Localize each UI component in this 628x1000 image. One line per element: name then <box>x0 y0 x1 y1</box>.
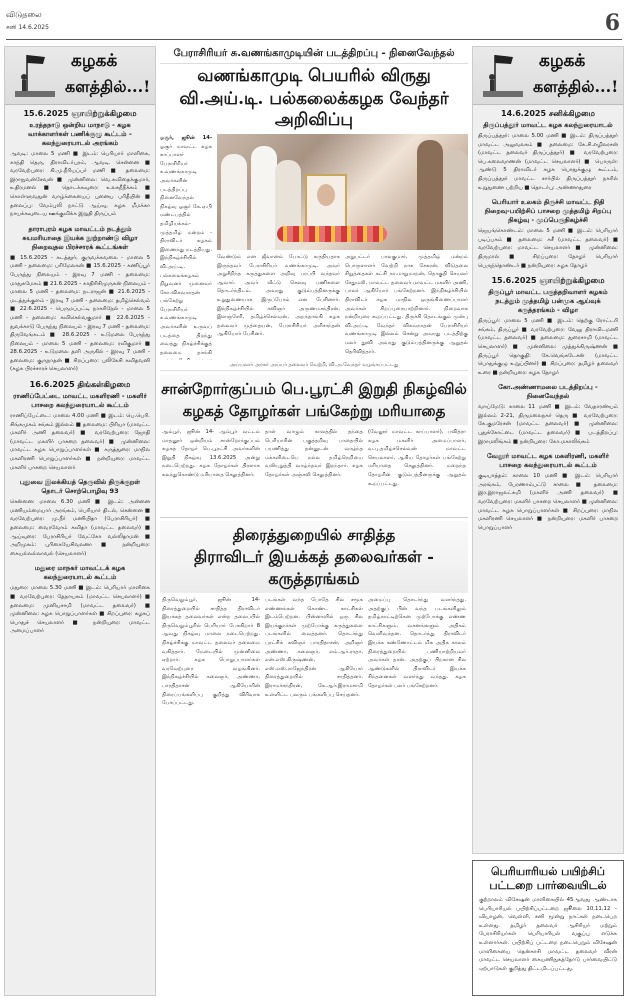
story-headline: வி.அய்.டி. பல்கலைக்கழக வேந்தர் அறிவிப்பு <box>179 89 449 130</box>
notice-title: பெரியாரியல் பயிற்சிப் <box>491 865 605 878</box>
event-body: ராணிப்பேட்டை: மாலை 4.00 மணி ■ இடம்: பெ.பெரி. சிங்கமுகம் சங்கம் இல்லம் ■ தலைமை: பிரியா (மாவட்ட மகளிர் அணி தலைவர்) ■ வரவேற்புரை: ஜோதி (மாவட்ட மகளிர் பாசறை தலைவர்) ■ முன்னிலை: மாவட்ட கழக பொறுப்பாளர்கள் ■ கருத்துரை: மாநில மகளிரணி பொறுப்பாளர்கள் ■ நன்றியுரை: மாவட்ட மகளிர் பாசறை செயலாளர் <box>10 413 150 471</box>
notice-body: குற்றாலம் விசேஷன் மாளிகையில் 45ஆவது ஆண்டாக பெரியாரியல் பயிற்சிப்பட்டறை ஜூலை 10,11,12 - வியாழன், வெள்ளி, சனி மூன்று நாட்கள் நடைபெற உள்ளது. தமிழர் தலைவர் ஆசிரியர் மற்றும் பேராசிரியர்கள் பெரியாரியல் வகுப்பு எடுக்க உள்ளார்கள். பயிற்சிப் பட்டறை நடைபெறும் விசேஷன் மாளிகையை தென்காசி மாவட்ட தலைவர் வீரன் மாவட்ட செயலாளர் கையணிநுகத்தோடு பார்வையிட்டு ஏற்பாடுகள் குறித்து திட்டமிடப்பட்டது. <box>479 897 617 972</box>
event-section <box>5 380 155 474</box>
event-heading: வேலூர் மாவட்ட கழக மகளிரணி, மகளிர் பாசறை கலந்துரையாடல் கூட்டம் <box>486 452 609 470</box>
story-column: தாள் வாழும் காலத்தில் தந்தை பெரியாரின் பகுத்தறிவு பாதையில் பயணித்து தன்னுடன் வாழ்ந்த மக்களிடையே நல்ல தமிழ்நெறியை வலியுறுத்தி வாழ்ந்தவர் இறந்தார். கழக தோழர்கள் அஞ்சலி செலுத்தினர். <box>265 429 363 478</box>
story-columns <box>160 428 468 512</box>
event-heading: மதுரை மாநகர் மாவட்டக் கழக கலந்துரையாடல் கூட்டம் <box>34 564 126 582</box>
photo-person <box>417 140 443 250</box>
story-headline: திராவிடர் இயக்கத் தலைவர்கள் - கருத்தரங்கம் <box>194 547 434 588</box>
event-body: ஆவடி: மாலை 5 மணி ■ இடம்: பெரியார் மாளிகை, காந்தி தெரு, திராவிடர்புரம், ஆவடி. சென்னை ■ வரவேற்புரை: கி.மு.நீரியப்பர் மணி ■ தலைமை: இராநுவன்சேவன் ■ முன்னிலை: வெ.கவிதைக்குமார், உதிரமனல் ■ தொடக்கவுரை: உலகநீநீக்கம் ■ கொள்ளுவதுன் வாழ்க்கையைப் புனைய பரிதீயின் ■ தலைப்பு: வேம்புலி நாட்டு ஆய்வு, கழக மீமக்கா நாயக்கவுடைய ஊக்குவிக்க இறுதி திருப்பம் <box>10 151 150 218</box>
story-text: ஓசூர் மாவட்ட கழக காப்பாளர் பேராசிரியர் சு.வணங்காமுடி அவர்களின் படத்திறப்பு நினைவேந்தல் நிகழ்வு ஓசூர் கே.ஏ.பி மண்டபத்தில் தமிழியக்கம்-முத்தமிழ் மன்றம் - திராவிடர் கழகம் இணைந்து நடத்தியது. இந்நிகழ்ச்சியில் வி.அய்.டி. பல்கலைக்கழகம் நிறுவனர் முனைவர் கோ.விசுவநாதன் பங்கேற்று பேராசிரியர் சு.வணங்காமுடி அவர்களின் உருவப் படத்தை திறந்து வைத்து நிகழ்ச்சிக்குத் தலைமை தாங்கி <box>160 143 212 356</box>
kazhaga-kalathil-banner <box>5 47 155 105</box>
event-section <box>473 452 623 534</box>
banner-title-line2: களத்தில்...! <box>533 77 619 96</box>
story-columns <box>160 596 468 884</box>
photo-person <box>221 154 247 250</box>
event-section <box>473 198 623 272</box>
event-body: மதுரை: மாலை 5.30 மணி ■ இடம்: பெரியார் மாளிகை ■ வரவேற்புரை: தேநாயகம் (மாவட்ட செயலாளர்) ■ தலைமை: முனியசாமி (மாவட்ட தலைவர்) ■ முன்னிலை: கழக பொறுப்பாளர்கள் ■ சிறப்புரை: கழகப் பொதுச் செயலாளர் ■ நன்றியுரை: மாவட்ட அமைப்பாளர் <box>10 585 150 635</box>
event-section <box>473 276 623 379</box>
event-heading: உரத்தநாடு ஒன்றிய மாநாடு - கழக வாக்காளர்கள் பணிக்குழு கூட்டம் – கலந்துரையாடல் அரங்கம் <box>27 121 133 147</box>
portrait-face <box>317 184 335 206</box>
photo-person <box>443 150 468 250</box>
portrait-frame <box>305 174 347 228</box>
dateline: ஓசூர், ஜூன் 14- <box>160 135 212 141</box>
story-column: (வேலூர் மாவட்ட காப்பாளர்), பவித்ரா கழக மகளிர் அமைப்பாளர், வ.பு.தமிழ்ச்செல்வன் மாவட்ட செயலாளர், ஆகிய தோழர்கள் பங்கேற்று மரியாதை செலுத்தினர். மறைந்த தோழரின் குடும்பத்தினருக்கு ஆறுதல் கூறப்பட்டது. <box>368 429 466 487</box>
section-divider <box>160 517 468 518</box>
notice-title: பட்டறை பார்வையிடல் <box>489 879 607 892</box>
event-body: திருப்பத்தூர்: மாலை 5.00 மணி ■ இடம்: திருப்பத்தூர் மாவட்ட அலுவலகம் ■ தலைமை: கே.சி.எழிலரசன் (மாவட்ட தலைவர் திருப்பத்தூர்) ■ வரவேற்புரை: பெ.கலைவாணன் (மாவட்ட செயலாளர்) ■ பொருள்: ஆண்டு 5 திராவிடர் கழக பொதுக்குழு கூட்டம், திருப்பத்தூர் மாவட்ட சார்பில் திருப்பத்தூர் நகரில் உறுதுணை பற்றிய ■ தொடர்பு: அண்ணாதுரை <box>478 133 618 191</box>
event-heading: திருப்பத்தூர் மாவட்ட கழக கலந்துரையாடல் <box>483 121 613 129</box>
event-heading: ராணிப்பேட்டை மாவட்ட மகளிரணி - மகளிர் பாசறை கலந்துரையாடல் கூட்டம் <box>13 392 147 410</box>
flower-garland <box>277 226 387 242</box>
center-news-column <box>160 46 468 884</box>
story-title-block <box>160 375 468 425</box>
event-heading: பெரியார் உலகம் திருச்சி மாவட்ட நிதி நிறைவு-பயிற்சிப் பாசறை முத்தமிழ் சிறப்பு நிகழ்வு - முப்பெருநிகழ்ச்சி <box>484 198 612 225</box>
event-body: வாய்மேடு: காலை 11 மணி ■ இடம்: வேதாரண்யம் இல்லம் 2-21, திருமலைநகர் தெரு ■ வரவேற்புரை: கே.குமரேசன் (மாவட்ட தலைவர்) ■ முன்னிலை: புதுக்கோட்டை (மாவட்ட தலைவர்) ■ படத்திறப்பு: இராமலிங்கம் ■ நன்றியுரை: கோ.மகாலிங்கம் <box>478 404 618 445</box>
event-heading: புதுவை இலக்கியத் தெருவில் திருக்குறள் தொடர் சொற்பொழிவு 93 <box>19 478 141 496</box>
story-column <box>160 134 212 360</box>
story-column: வேண்டும் என ஜீவானம் போட்டு கருதியதாக இருந்தவர் பேராசிரியர் வணங்காமுடி. அவர் அறுசீறிந்த கருத்துகளை அறிவு பரப்பி வந்தவர் ஆவார். அவர் வீட்டு செலவு பணிகளை தொடர்ந்திடம். அவரது குடும்பத்தினருக்கு உறுதுணையாக இருப்போம் என பேசினார். இந்நிகழ்ச்சியில் கவிஞர் அருணமசந்திரன், இளஞ்சேரி, தமிழ்ச்செல்வன், அறந்தாங்கி கழக தலைவர் முத்தையன், பேராசிரியர் அரிசாந்தன் ஆகியோர் பேசினர். <box>217 254 340 338</box>
event-section <box>5 109 155 221</box>
page-number: 6 <box>604 10 620 36</box>
event-body: திருப்பூர்: மாலை 5 மணி ■ இடம்: தெற்கு ரோட்டரி சங்கம், திருப்பூர் ■ வரவேற்புரை: வேலு திராவிடமணி (மாவட்ட தலைவர்) ■ தலைமை: துரைசாமி (மாவட்ட செயலாளர்) ■ முன்னிலை: முத்துக்கிருஷ்ணன் ■ திருப்பூர் தொகுதி: கே.வெங்கடேசன் (மாவட்ட பொதுக்குழு உறுப்பினர்) ■ சிறப்புரை: தமிழர் தலைவர் உரை ■ நன்றியுரை: கழக தோழர் <box>478 318 618 376</box>
issue-date: சனி 14.6.2025 <box>6 24 49 31</box>
event-date: 16.6.2025 திங்கள்கிழமை <box>29 380 131 390</box>
event-heading: கோ.அண்ணாமலை படத்திறப்பு - நினைவேந்தல் <box>498 383 598 401</box>
story-column: அறுபட்டர் பாலகுமார், முத்தமிழ் மன்றம் பொருளாளர் வேற்றி நாக சேகரன், விடுதலை சிறுத்தைகள் கட்சி நா.மாறுமாறன், தொகுதி செயலர் சேதுமலி, மாவட்ட தலைவர் மாவட்ட மகளிர் அணி, பாலர் ஆகியோர் பங்கேற்றனர். இந்நிகழ்ச்சியில் திராவிடர் கழக மாநில ஒருங்கிணைப்பாளர் அவர்கள் சிறப்புரையாற்றினார். நிறைவாக நன்றியுரை கூறப்பட்டது. திருச்சி தொடங்கும் முன்பு வி.அய்.டி வேந்தர் விசுவநாதன் பேராசிரியர் வணங்காமுடி இல்லம் சென்று அவரது படத்திற்கு மலர் தூவி அவரது குடும்பத்தினருக்கு ஆறுதல் தெரிவித்தார். <box>345 254 468 355</box>
right-column-events <box>472 46 624 854</box>
story-kicker: பேராசிரியர் சு.வணங்காமுடியின் படத்திறப்பு - நினைவேந்தல் <box>160 46 468 64</box>
photo-caption: அய்யலார் அரகர் அய்யர் தலைவர் வேற்றி, வி.அ.வேந்தர் வழங்கப்பட்டது <box>160 360 468 371</box>
story-column: திருவெறும்பூர், ஜூன் 14- திரைத்துறையில் சாதித்த திராவிடர் இயக்கத் தலைவர்கள் என்ற தலைப்பில் திருவெறும்பூரில் பெரியார் பேசுகிறார் 8 ஆவது நிகழ்வு மாலை நடைபெற்றது. நிகழ்ச்சிக்கு மாவட்ட தலைவர் தலைமை வகித்தார். மேடையில் முன்னிலை ஏற்றார். கழக பொறுப்பாளர்கள் வரவேற்புரை வழங்கினர். இந்நிகழ்ச்சியில் கலைஞர், அண்ணா, பாரதிதாசன் ஆகியோரின் திரைப்பங்களிப்பு குறித்து விரிவாக பேசப்பட்டது. <box>162 597 260 707</box>
photo-person <box>251 146 277 250</box>
event-date: 14.6.2025 சனிக்கிழமை <box>501 109 595 118</box>
event-body: ஜெயங்கொண்டம்: மாலை 5 மணி ■ இடம்: பெரியார் படிப்பகம் ■ தலைமை: சுசீ (மாவட்ட தலைவர்) ■ வரவேற்புரை: மாவட்ட செயலாளர் ■ முன்னிலை: திருமால் ■ சிறப்புரை: தோழர் பெரியார் பெருந்தொண்டர் ■ நன்றியுரை: கழக தோழர் <box>478 228 618 269</box>
event-heading: திருப்பூர் மாவட்ட பகுத்தறிவாளர் கழகம் நடத்தும் முத்தமிழ் பன்முக ஆய்வுக் கருத்தரங்கம் - விழா <box>488 288 608 315</box>
story-title-block <box>160 521 468 593</box>
banner-title-line1: கழகக் <box>71 51 118 71</box>
event-section <box>5 478 155 560</box>
event-body: சென்னை: மாலை 6.30 மணி ■ இடம்: அன்னை மணியம்மையார் அரங்கம், பெரியார் திடல், சென்னை ■ வரவேற்புரை: மு.நீர் மணியிதா (பேராசிரியர்) ■ தலைமை: வைரவோம் கவிதா (மாவட்ட தலைவர்) ■ ஆய்வுரை: பேராசிரியர் வேட்கோ வல்லிதாமன் ■ அறிமுகம்: புரிகையேசிவலனா ■ நன்றியுரை: கையல்லல்லாவல் (செயலாளர்) <box>10 499 150 557</box>
story-headline: கழகத் தோழர்கள் பங்கேற்று மரியாதை <box>182 402 446 420</box>
event-section <box>5 225 155 376</box>
event-section <box>473 109 623 194</box>
story-column: ஆம்பூர், ஜூன் 14- ஆம்பூர் வட்டம் மாதனூர் ஒன்றியம் சான்றோர்குப்பம் கழகத் தோழர் பெ.பூரட்சி அவர்களின் இறுதி நிகழ்வு 13.6.2025 அன்று நடைபெற்றது. கழக தோழர்கள் திரளாக கலந்துகொண்டு மரியாதை செலுத்தினர். <box>162 429 260 478</box>
masthead <box>6 8 622 40</box>
event-date: 15.6.2025 ஞாயிற்றுக்கிழமை <box>23 109 137 118</box>
event-body: குடியாத்தம்: காலை 10 மணி ■ இடம்: பெரியார் அரங்கம், பேரணாம்பட்டு சாலை ■ தலைமை: இர.இராஜலட்சுமி (மகளிர் அணி தலைவர்) ■ வரவேற்புரை: மகளிர் பாசறை செயலாளர் ■ முன்னிலை: மாவட்ட கழக பொறுப்பாளர்கள் ■ சிறப்புரை: மாநில மகளிரணி செயலாளர் ■ நன்றியுரை: மகளிர் பாசறை பொறுப்பாளர் <box>478 473 618 531</box>
story-headline: சான்றோர்குப்பம் பெ.பூரட்சி இறுதி நிகழ்வில் <box>161 380 467 398</box>
event-photo <box>217 134 468 250</box>
story-headline: திரைத்துறையில் சாதித்த <box>232 526 396 544</box>
story-column: அமைப்பு தொடர்ந்து வளர்ந்தது. அதற்குப் பின் வந்த படங்களிலும் தமிழ்நாட்டிற்கென முற்போக்கு எண்ண காட்சிகளும், வசனங்களும் அதிகம் வெளிவந்தன. தொடர்ந்து திராவிடர் இயக்க கண்ணோட்டம் மிக அதிக காலம் திரைத்துறையில் பணியாற்றியவர் அவர்கள் தான். அதற்குப் பிறகான சில ஆண்டுகளில் திராவிடர் இயக்க சிந்தனைகள் வளர்ந்து வந்தது. கழக தோழர்கள் பலர் பங்கேற்றனர். <box>368 597 466 689</box>
event-section <box>473 383 623 448</box>
event-heading: தாராபுரம் கழக மாவட்டம் நடத்தும் சுயமரியாதை இயக்க நூற்றாண்டு விழா நிறைவுதல பிரச்சாரக் கூட்டங்கள் <box>22 224 138 251</box>
kazhaga-kalathil-banner <box>473 47 623 105</box>
newspaper-name: விடுதலை <box>6 10 42 19</box>
story-vanangamudi-award <box>160 46 468 371</box>
event-body: ■ 15.6.2025 - கடத்தூர், குருவக்கவலை - மாலை 5 மணி - தலைமை: பரிமேலகன் ■ 15.6.2025 - கணிப்பூர் பேருந்து நிலையம் - இரவு 7 மணி - தலைமை: மாதுசுமேகம் ■ 21.6.2025 - காதிரிசிமுருகன் நிலையம் - மாலை 5 மணி - தலைமை: நடராஜன் ■ 21.6.2025 - மடத்துக்குளம் - இரவு 7 மணி - தலைமை: தமிழ்செல்வம் ■ 22.6.2025 - பெருமப்பட்டி நாகரிநேல் - மாலை 5 மணி - தலைமை: கவிசெல்வகுமார் ■ 22.6.2025 - துவக்காடு பேருந்து நிலையம் - இரவு 7 மணி - தலைமை: திருவேங்கடம் ■ 28.6.2025 - உடுமலை பேருந்து நிலையம் - மாலை 5 மணி - தலைமை: ரவிகுமார் ■ 28.6.2025 - உடுமலை தளி அருகில் - இரவு 7 மணி - தலைமை: குருநாதன் ■ சிறப்புரை: புலிகேசி கவிதவனி (கழக பிரச்சாரச் செயலாளர்) <box>10 254 150 373</box>
story-column: படங்கள் வந்த போதே சில சமூக எண்ணங்கள் கொண்ட காட்சிகள் இடம்பெற்றன. பின்னாளில் ஒரு சில இயக்குநர்கள் முற்போக்கு கருத்துகளை படங்களில் வைத்தனர். தொடர்ந்து புரட்சிக் கவிஞர் பாரதிதாசன், அறிஞர் அண்ணா, கலைஞர், எம்.ஆர்.ராதா, என்.எஸ்.கிருஷ்ணன், எஸ்.எஸ்.ராஜேந்திரன் ஆகியோர் திரைத்துறையில் சாதித்தனர். இராமச்சந்திரன், கே.ஆர்.இராமசாமி உள்ளிட்ட பலரும் பங்களிப்பு செய்தனர். <box>265 597 363 698</box>
flag-bearer-icon <box>15 51 55 97</box>
banner-title-line2: களத்தில்...! <box>65 77 151 96</box>
story-headline: வணங்காமுடி பெயரில் விருது <box>197 66 431 86</box>
banner-title-line1: கழகக் <box>539 51 586 71</box>
event-section <box>5 564 155 638</box>
story-cinema-seminar <box>160 521 468 884</box>
story-santhorkuppam <box>160 375 468 512</box>
training-camp-notice <box>472 860 624 996</box>
event-date: 15.6.2025 ஞாயிற்றுக்கிழமை <box>491 276 605 286</box>
flag-bearer-icon <box>483 51 523 97</box>
left-column-events <box>4 46 156 996</box>
